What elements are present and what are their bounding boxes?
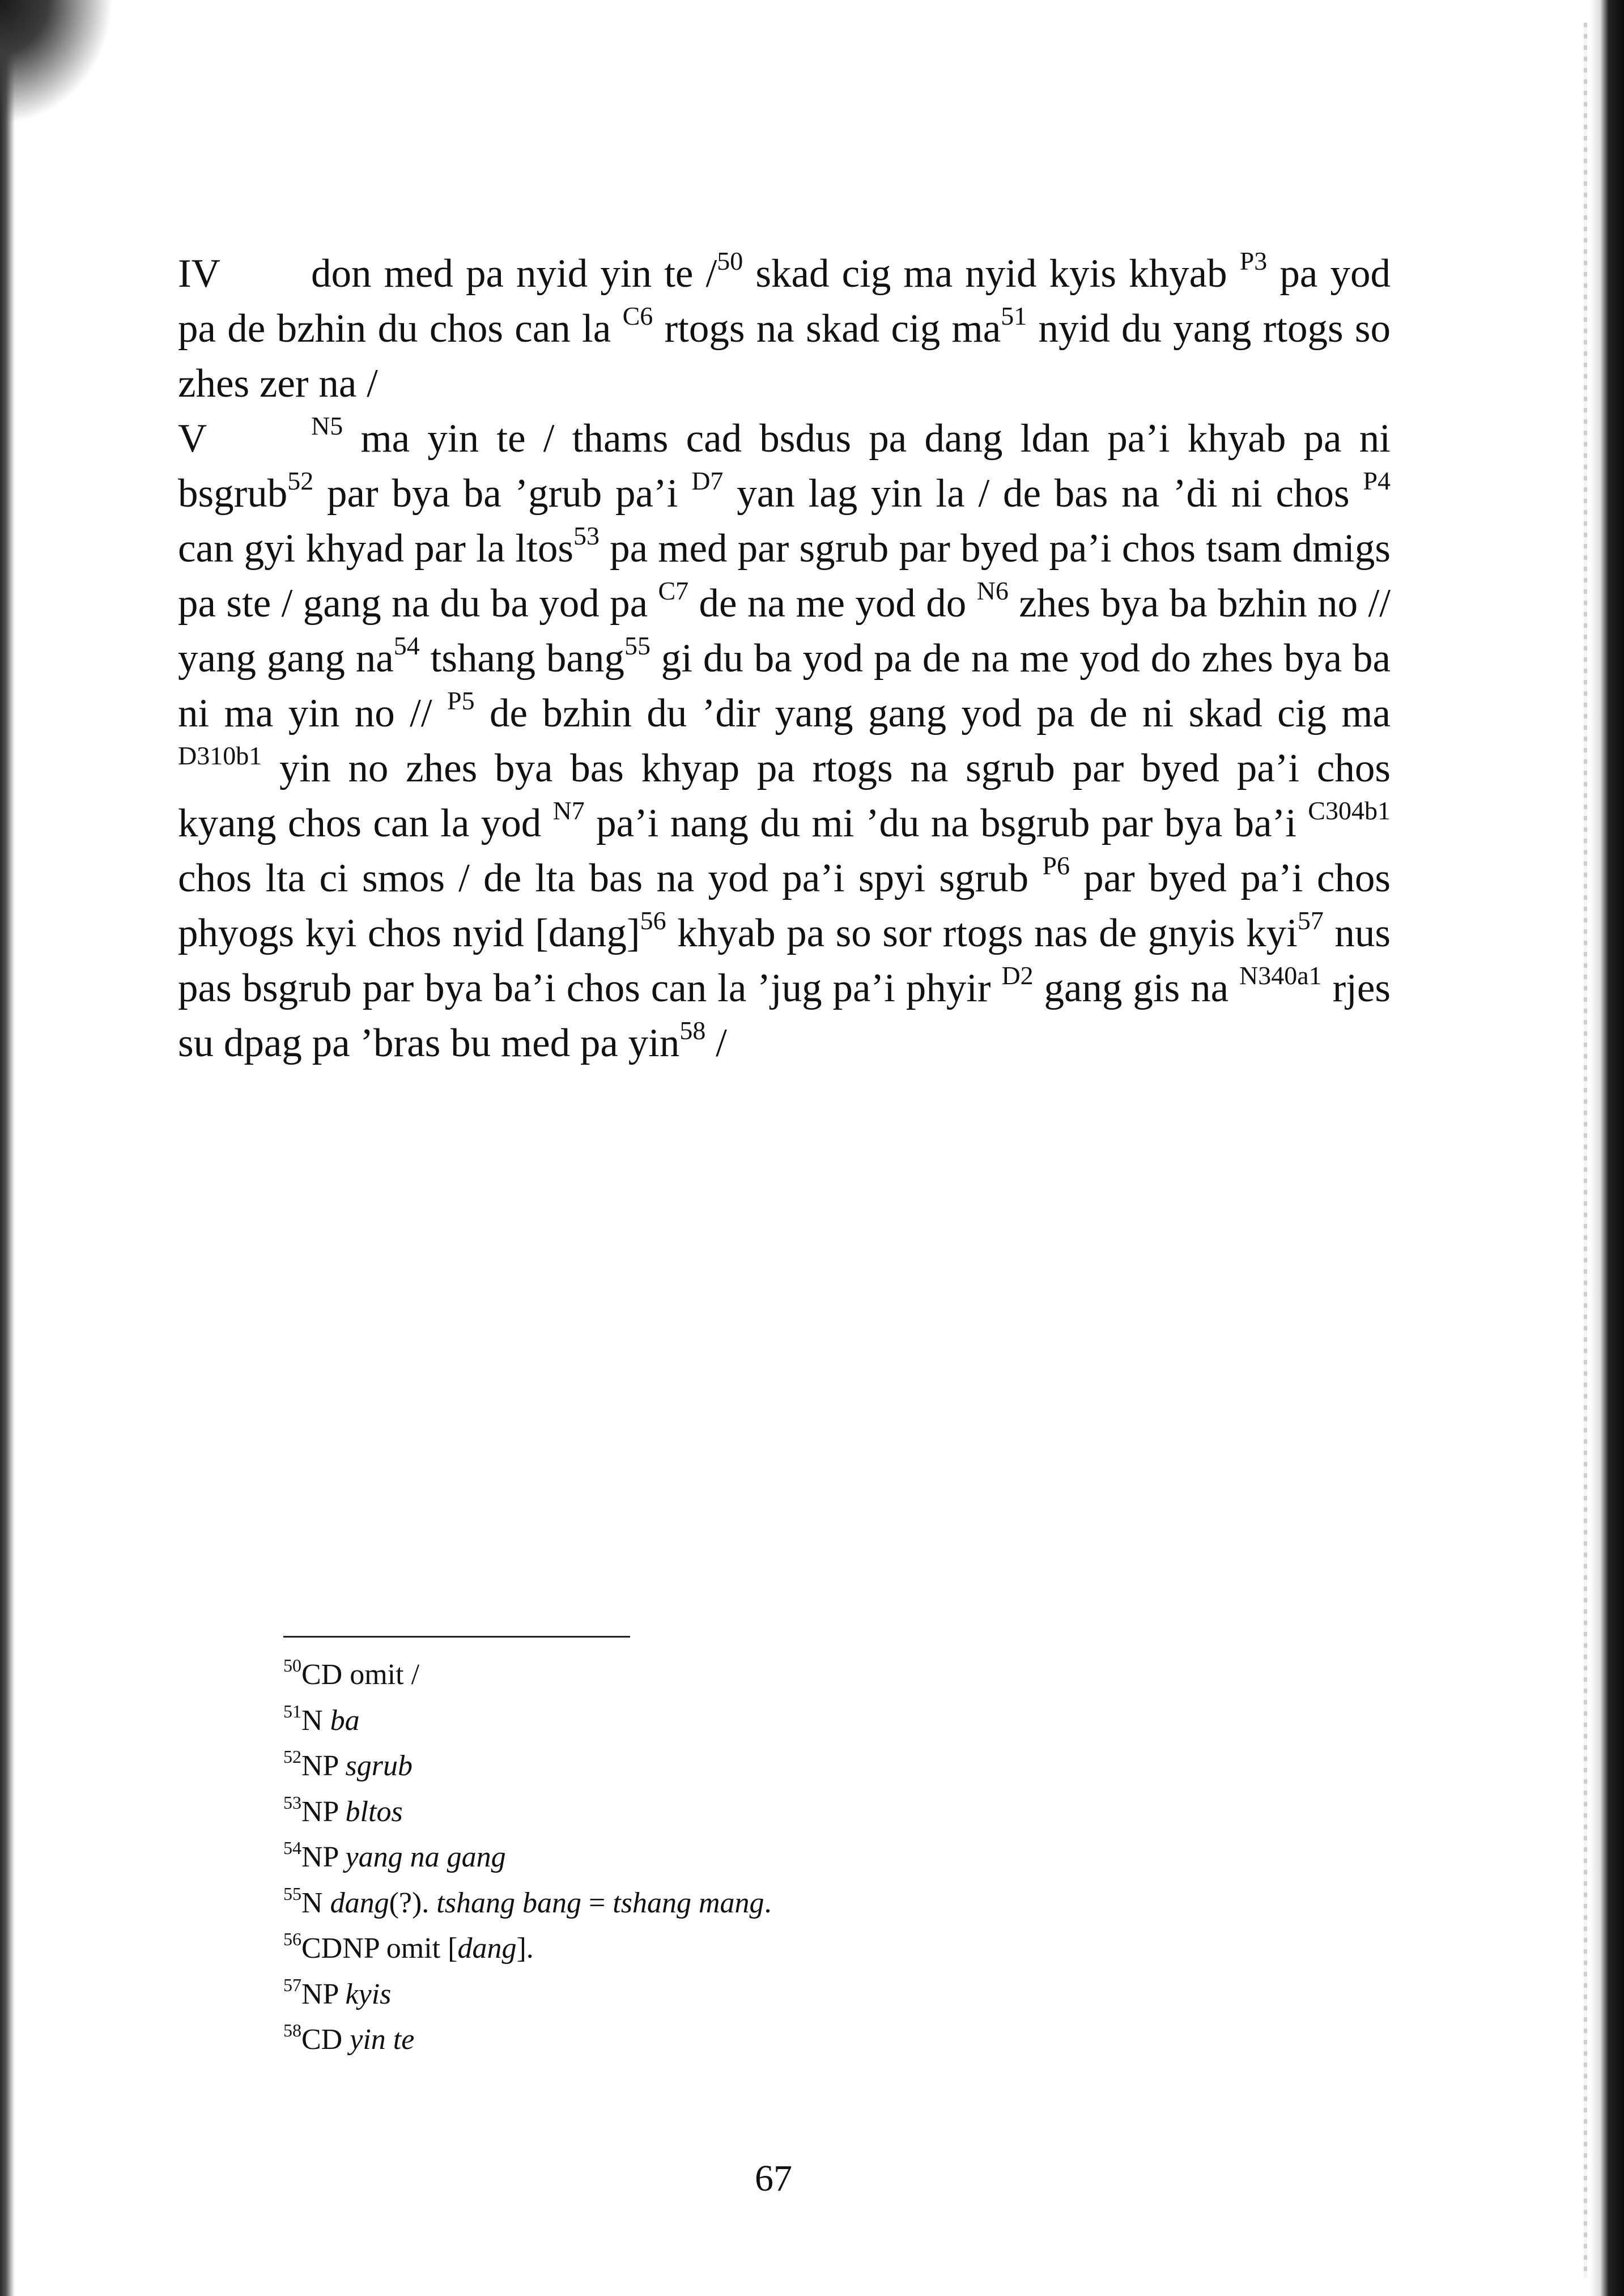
footnote-number: 50 bbox=[283, 1655, 301, 1676]
text-run: yin no zhes bya bas khyap pa rtogs na sgrub par byed pa’i chos kyang chos can la yod bbox=[178, 746, 1391, 845]
note-marker: C304b1 bbox=[1308, 796, 1391, 825]
footnote-number: 55 bbox=[283, 1883, 301, 1904]
text-run: pa yod pa de bzhin du chos can la bbox=[178, 252, 1391, 351]
section-iv bbox=[178, 246, 1391, 411]
text-run: don med pa nyid yin te / bbox=[311, 252, 717, 296]
footnote-italic: tshang mang bbox=[613, 1886, 764, 1919]
footnote-text: N bbox=[301, 1704, 330, 1737]
note-marker: N7 bbox=[552, 796, 585, 825]
footnote-56 bbox=[283, 1926, 1133, 1972]
section-v bbox=[178, 411, 1391, 1071]
footnote-italic: kyis bbox=[345, 1978, 392, 2010]
footnote-italic: yin te bbox=[350, 2023, 415, 2056]
note-marker: P6 bbox=[1042, 851, 1070, 880]
footnote-text: = bbox=[581, 1886, 613, 1919]
footnotes bbox=[283, 1652, 1133, 2063]
footnote-54 bbox=[283, 1835, 1133, 1881]
footnote-55 bbox=[283, 1881, 1133, 1927]
footnote-text: CD bbox=[301, 2023, 350, 2056]
text-run: zhes bya ba bzhin no // yang gang na bbox=[178, 581, 1391, 681]
note-marker: D310b1 bbox=[178, 741, 262, 770]
footnote-text: CD omit / bbox=[301, 1659, 420, 1691]
footnote-text: NP bbox=[301, 1841, 346, 1873]
text-run: par bya ba ’grub pa’i bbox=[313, 471, 692, 516]
footnote-italic: dang bbox=[457, 1932, 517, 1965]
footnote-50 bbox=[283, 1652, 1133, 1698]
text-run: pa’i nang du mi ’du na bsgrub par bya ba’i bbox=[584, 801, 1308, 845]
text-run: rtogs na skad cig ma bbox=[653, 307, 1001, 351]
footnote-number: 52 bbox=[283, 1746, 301, 1767]
footnote-italic: dang bbox=[330, 1886, 389, 1919]
footnote-text: NP bbox=[301, 1750, 346, 1782]
footnote-italic: yang na gang bbox=[345, 1841, 506, 1873]
text-run: de bzhin du ’dir yang gang yod pa de ni skad cig ma bbox=[474, 691, 1391, 735]
footnote-text: NP bbox=[301, 1795, 346, 1828]
footnote-number: 54 bbox=[283, 1838, 301, 1858]
text-run: de na me yod do bbox=[688, 581, 977, 626]
section-numeral: V bbox=[178, 416, 207, 461]
text-run: khyab pa so sor rtogs nas de gnyis kyi bbox=[666, 911, 1298, 955]
note-marker: 56 bbox=[640, 906, 666, 935]
note-marker: C6 bbox=[622, 301, 653, 330]
text-run: pa med par sgrub par byed pa’i chos tsam dmigs pa ste / gang na du ba yod pa bbox=[178, 526, 1391, 626]
footnote-text: ]. bbox=[516, 1932, 534, 1965]
footnote-number: 56 bbox=[283, 1929, 301, 1949]
scan-edge-left bbox=[0, 0, 15, 2296]
text-run: yan lag yin la / de bas na ’di ni chos bbox=[723, 471, 1363, 516]
footnote-51 bbox=[283, 1698, 1133, 1744]
note-marker: 54 bbox=[393, 631, 420, 660]
note-marker: 58 bbox=[679, 1016, 706, 1045]
note-marker: N5 bbox=[311, 411, 343, 440]
page-number: 67 bbox=[755, 2158, 792, 2199]
footnote-52 bbox=[283, 1744, 1133, 1789]
footnote-text: N bbox=[301, 1886, 330, 1919]
footnote-number: 51 bbox=[283, 1700, 301, 1721]
footnote-text: . bbox=[764, 1886, 772, 1919]
text-run: par byed pa’i chos phyogs kyi chos nyid [dang] bbox=[178, 856, 1391, 955]
note-marker: N340a1 bbox=[1239, 961, 1322, 990]
text-run: gi du ba yod pa de na me yod do zhes bya ba ni ma yin no // bbox=[178, 636, 1391, 735]
note-marker: P3 bbox=[1239, 246, 1268, 275]
footnote-text: CDNP omit [ bbox=[301, 1932, 458, 1965]
note-marker: C7 bbox=[658, 576, 689, 605]
footnote-italic: ba bbox=[330, 1704, 360, 1737]
text-run: can gyi khyad par la ltos bbox=[178, 526, 573, 571]
text-run: nyid du yang rtogs so zhes zer na / bbox=[178, 307, 1391, 406]
text-run: skad cig ma nyid kyis khyab bbox=[743, 252, 1240, 296]
footnote-57 bbox=[283, 1972, 1133, 2018]
footnote-number: 57 bbox=[283, 1974, 301, 1995]
section-numeral: IV bbox=[178, 252, 220, 296]
note-marker: P5 bbox=[447, 686, 475, 715]
note-marker: 57 bbox=[1297, 906, 1324, 935]
text-run: nus pas bsgrub par bya ba’i chos can la ’jug pa’i phyir bbox=[178, 911, 1391, 1010]
main-text bbox=[178, 246, 1391, 1071]
footnote-53 bbox=[283, 1789, 1133, 1835]
note-marker: D2 bbox=[1001, 961, 1034, 990]
text-run: / bbox=[705, 1021, 727, 1065]
scan-shadow-corner bbox=[0, 0, 113, 125]
footnote-number: 53 bbox=[283, 1792, 301, 1813]
footnote-text: (?). bbox=[389, 1886, 437, 1919]
note-marker: N6 bbox=[976, 576, 1009, 605]
footnote-58 bbox=[283, 2017, 1133, 2063]
footnote-italic: bltos bbox=[345, 1795, 403, 1828]
note-marker: 50 bbox=[717, 246, 743, 275]
footnote-text: NP bbox=[301, 1978, 346, 2010]
footnote-rule bbox=[283, 1636, 630, 1638]
scan-edge-right-faint bbox=[1584, 23, 1587, 2278]
footnote-italic: tshang bang bbox=[436, 1886, 581, 1919]
text-run: ma yin te / thams cad bsdus pa dang ldan pa’i khyab pa ni bsgrub bbox=[178, 416, 1391, 516]
text-run: tshang bang bbox=[419, 636, 624, 681]
note-marker: 52 bbox=[287, 466, 314, 495]
text-run: chos lta ci smos / de lta bas na yod pa’i spyi sgrub bbox=[178, 856, 1043, 900]
footnote-number: 58 bbox=[283, 2020, 301, 2040]
note-marker: 53 bbox=[573, 521, 600, 550]
note-marker: 51 bbox=[1001, 301, 1027, 330]
scan-edge-right bbox=[1590, 0, 1624, 2296]
note-marker: P4 bbox=[1363, 466, 1391, 495]
text-run: rjes su dpag pa ’bras bu med pa yin bbox=[178, 966, 1391, 1065]
note-marker: 55 bbox=[624, 631, 651, 660]
footnote-italic: sgrub bbox=[345, 1750, 413, 1782]
note-marker: D7 bbox=[691, 466, 724, 495]
text-run: gang gis na bbox=[1033, 966, 1239, 1010]
